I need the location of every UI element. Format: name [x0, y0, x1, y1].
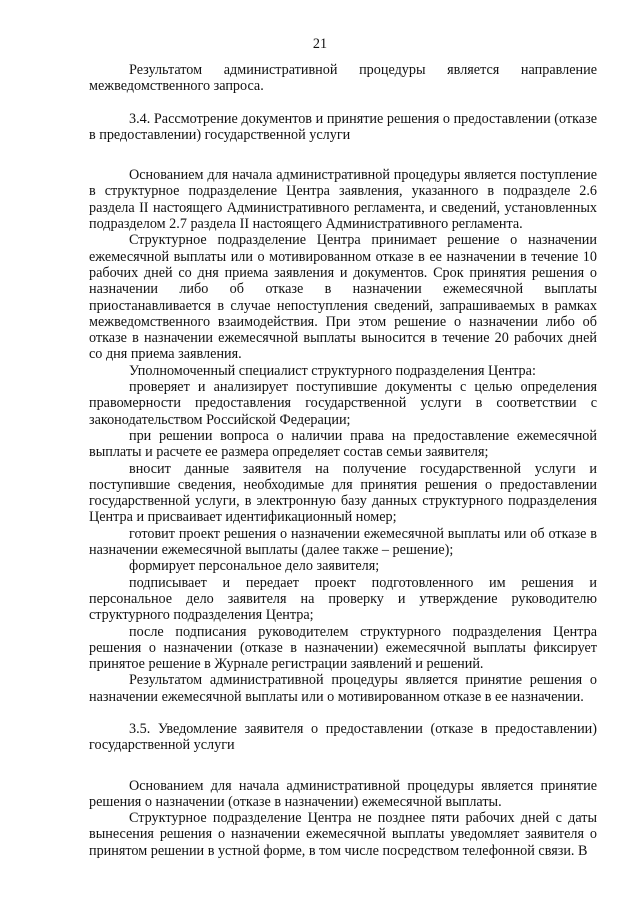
list-item: после подписания руководителем структурного подразделения Центра решения о назначении (отказе в назначении) ежемесячной выплаты фиксирует принятое решение в Журнале регистрации заявлений и решений.	[89, 623, 597, 673]
paragraph: Структурное подразделение Центра не позднее пяти рабочих дней с даты вынесения решения о назначении ежемесячной выплаты уведомляет заявителя о принятом решении в устной форме, в том числе посредством телефонной связи. В	[89, 810, 597, 859]
list-item: вносит данные заявителя на получение государственной услуги и поступившие сведения, необходимые для принятия решения о предоставлении государственной услуги, в электронную базу данных структурного подразделения Центра и присваивает идентификационный номер;	[89, 460, 597, 526]
paragraph: Уполномоченный специалист структурного подразделения Центра:	[129, 362, 536, 379]
paragraph: Основанием для начала административной процедуры является поступление в структурное подразделение Центра заявления, указанного в подразделе 2.6 раздела II настоящего Административного регламента, и сведений, установленных подразделом 2.7 раздела II настоящего Административного регламента.	[89, 167, 597, 233]
document-body	[89, 62, 597, 859]
section-heading: 3.4. Рассмотрение документов и принятие решения о предоставлении (отказе в предоставлении) государственной услуги	[89, 110, 597, 143]
list-item: подписывает и передает проект подготовленного им решения и персональное дело заявителя на проверку и утверждение руководителю структурного подразделения Центра;	[89, 574, 597, 624]
list-item: при решении вопроса о наличии права на предоставление ежемесячной выплаты и расчете ее размера определяет состав семьи заявителя;	[89, 427, 597, 461]
paragraph: Результатом административной процедуры является направление межведомственного запроса.	[89, 62, 597, 95]
list-item: готовит проект решения о назначении ежемесячной выплаты или об отказе в назначении ежемесячной выплаты (далее также – решение);	[89, 525, 597, 559]
list-item: формирует персональное дело заявителя;	[129, 558, 380, 575]
paragraph: Основанием для начала административной процедуры является принятие решения о назначении (отказе в назначении) ежемесячной выплаты.	[89, 777, 597, 810]
section-heading: 3.5. Уведомление заявителя о предоставлении (отказе в предоставлении) государственной услуги	[89, 720, 597, 754]
page-number: 21	[312, 36, 328, 52]
paragraph: Структурное подразделение Центра принимает решение о назначении ежемесячной выплаты или о мотивированном отказе в ее назначении в течение 10 рабочих дней со дня приема заявления и документов. Срок принятия решения о назначении либо об отказе в назначении ежемесячной выплаты приостанавливается в случае непоступления сведений, запрашиваемых в рамках межведомственного взаимодействия. При этом решение о назначении либо об отказе в назначении ежемесячной выплаты выносится в течение 20 рабочих дней со дня приема заявления.	[89, 232, 597, 363]
paragraph: Результатом административной процедуры является принятие решения о назначении ежемесячной выплаты или о мотивированном отказе в ее назначении.	[89, 672, 597, 705]
list-item: проверяет и анализирует поступившие документы с целью определения правомерности предоставления государственной услуги в соответствии с законодательством Российской Федерации;	[89, 379, 597, 428]
